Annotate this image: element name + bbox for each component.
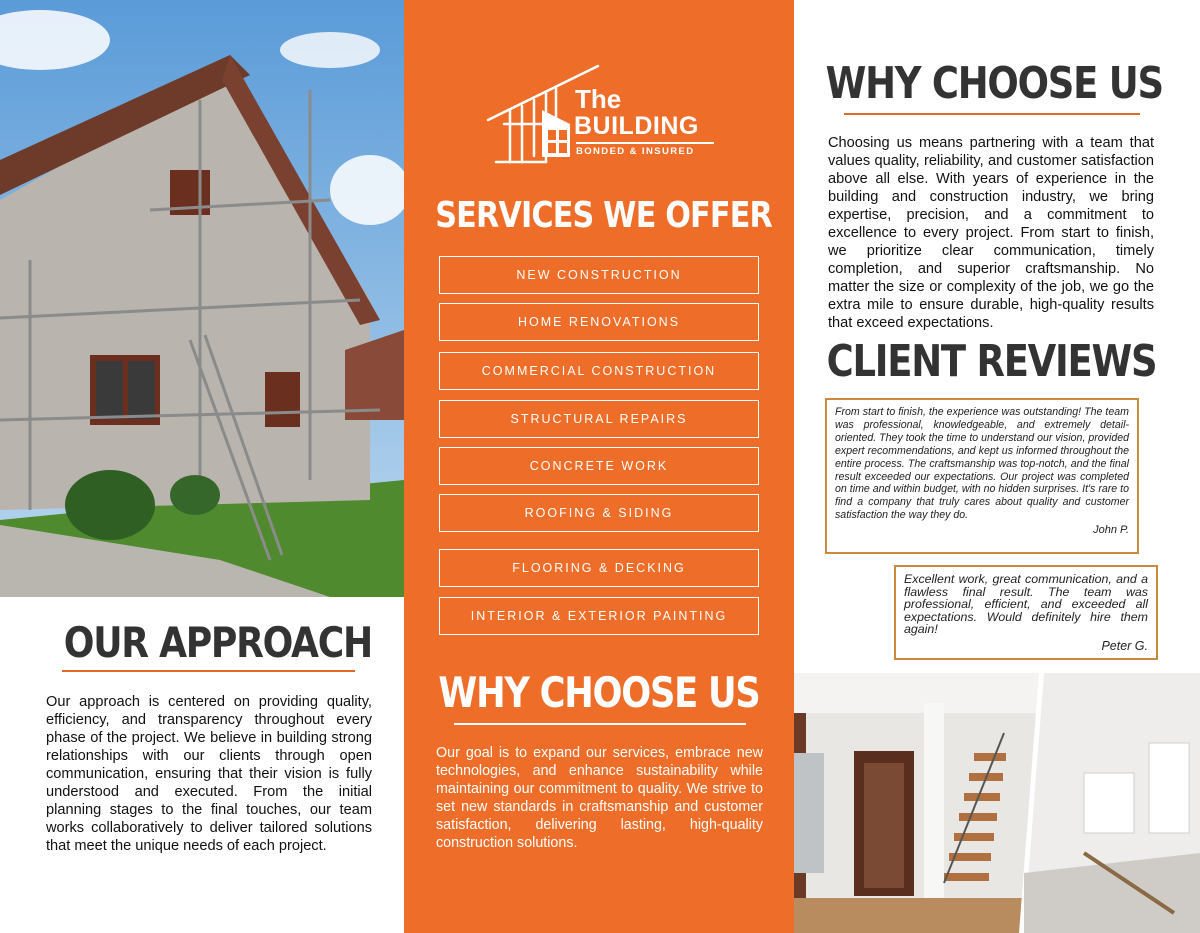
service-commercial-construction: COMMERCIAL CONSTRUCTION xyxy=(439,352,759,390)
why-choose-us-body: Choosing us means partnering with a team that values quality, reliability, and customer satisfaction above all else. With years of experience in the building and construction industry, we bring expertise, precision, and a commitment to excellence to every project. From start to finish, we prioritize clear communication, timely completion, and superior craftsmanship. No matter the size or complexity of the job, we go the extra mile to ensure durable, high-quality results that exceed expectations. xyxy=(828,135,1154,331)
logo-line2: BUILDING xyxy=(574,112,699,140)
why-choose-us-center-body: Our goal is to expand our services, embrace new technologies, and enhance sustainability while maintaining our commitment to quality. We strive to set new standards in craftsmanship and customer satisfaction, delivering lasting, high-quality construction solutions. xyxy=(436,745,763,851)
client-reviews-title: CLIENT REVIEWS xyxy=(826,336,1157,387)
left-panel xyxy=(0,0,404,933)
service-flooring-decking: FLOORING & DECKING xyxy=(439,549,759,587)
review-card xyxy=(894,565,1158,660)
logo-tagline: BONDED & INSURED xyxy=(576,142,714,157)
house-under-construction-photo xyxy=(0,0,404,597)
why-choose-us-divider xyxy=(844,113,1140,115)
approach-title: OUR APPROACH xyxy=(63,618,372,667)
approach-divider xyxy=(62,670,355,672)
center-panel xyxy=(404,0,794,933)
service-concrete-work: CONCRETE WORK xyxy=(439,447,759,485)
review-author: John P. xyxy=(1093,524,1129,537)
review-text: From start to finish, the experience was outstanding! The team was professional, knowledgeable, and extremely detail-oriented. They took the time to understand our vision, provided expert recommendations, and kept us informed throughout the entire process. The craftsmanship was top-notch, and the final result exceeded our expectations. Our project was completed on time and within budget, with no hidden surprises. It's rare to find a company that truly cares about quality and customer satisfaction the way they do. xyxy=(835,406,1129,522)
service-roofing-siding: ROOFING & SIDING xyxy=(439,494,759,532)
service-new-construction: NEW CONSTRUCTION xyxy=(439,256,759,294)
interior-renovation-photo xyxy=(794,673,1200,933)
services-title: SERVICES WE OFFER xyxy=(435,195,772,236)
logo-line1: The xyxy=(575,84,622,114)
review-text: Excellent work, great communication, and a flawless final result. The team was professional, efficient, and exceeded all expectations. Would definitely hire them again! xyxy=(904,572,1148,637)
service-structural-repairs: STRUCTURAL REPAIRS xyxy=(439,400,759,438)
review-card xyxy=(825,398,1139,554)
why-choose-us-center-title: WHY CHOOSE US xyxy=(438,668,760,717)
right-panel xyxy=(794,0,1200,933)
why-choose-us-center-divider xyxy=(454,723,746,725)
why-choose-us-title: WHY CHOOSE US xyxy=(825,58,1163,109)
review-author: Peter G. xyxy=(1101,638,1148,653)
company-logo xyxy=(486,62,716,172)
approach-body: Our approach is centered on providing quality, efficiency, and transparency throughout every phase of the project. We believe in building strong relationships with our clients through open communication, ensuring that their vision is fully understood and executed. From the initial planning stages to the final touches, our team works collaboratively to deliver tailored solutions that meet the unique needs of each project. xyxy=(46,694,372,854)
service-interior-exterior-painting: INTERIOR & EXTERIOR PAINTING xyxy=(439,597,759,635)
service-home-renovations: HOME RENOVATIONS xyxy=(439,303,759,341)
